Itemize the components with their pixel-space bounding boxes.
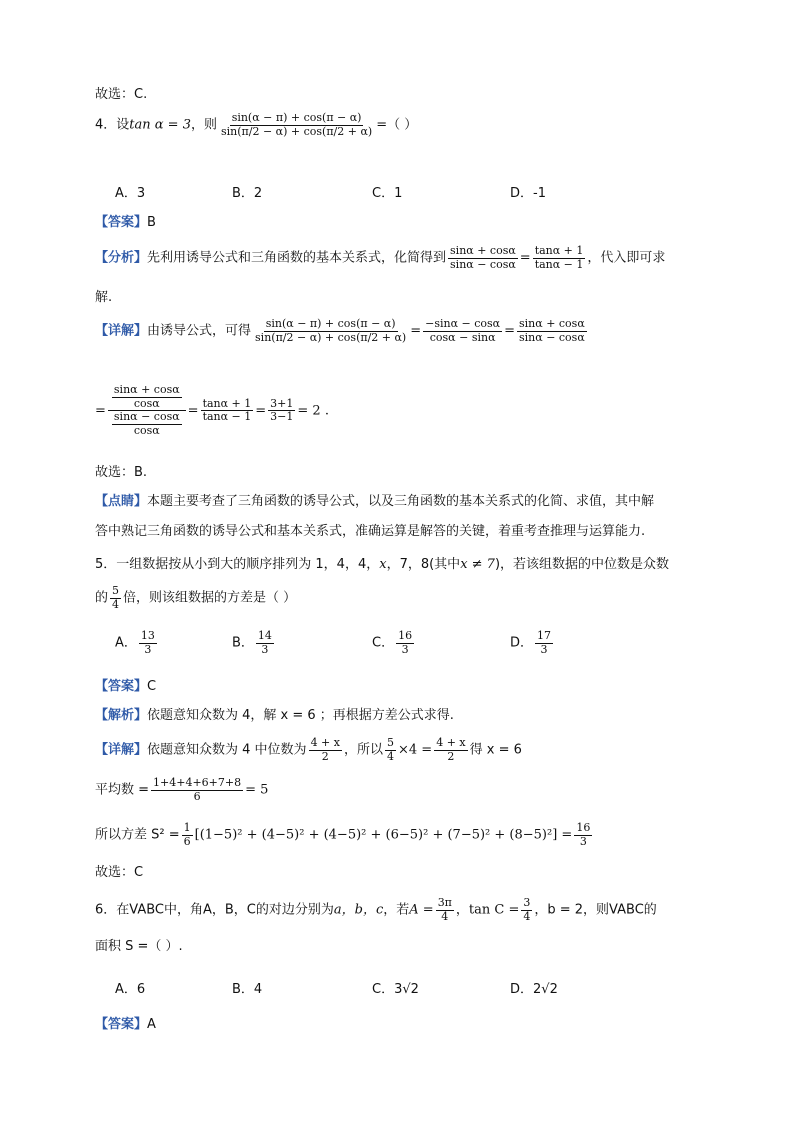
condition: tan α = 3 [129,117,191,133]
answer-line [95,1017,156,1033]
fraction [521,897,532,923]
answer-value: B [147,215,156,230]
expression-fraction [219,112,374,138]
denominator: 3 [261,642,269,656]
detail-tag: 【详解】 [95,323,148,339]
fraction [256,630,274,656]
question-5-line-2 [95,585,296,611]
equals: = [410,323,422,339]
option-label: A． [115,635,137,651]
variables: a，b，c [333,902,384,918]
option-label: B． [232,635,254,651]
numerator: 3π [437,896,452,909]
denominator: 3 [540,642,548,656]
numerator: sinα + cosα [113,383,180,396]
fraction [533,245,586,271]
answer-tag: 【答案】 [95,215,148,230]
fraction [309,737,342,763]
denominator: sin(π/2 − α) + cos(π/2 + α) [255,330,407,344]
numerator: 1 [183,821,191,834]
numerator: 17 [537,629,552,642]
option-b: B．2 [232,186,263,201]
denominator: 4 [387,749,394,763]
explanation-line [95,708,454,724]
question-text: 的 [95,590,109,606]
numerator: 16 [398,629,413,642]
numerator [108,384,186,411]
mean-line [95,777,268,803]
comment-line [95,494,654,510]
numerator: 13 [140,629,155,642]
option-a [115,630,159,656]
numerator: 1+4+4+6+7+8 [153,776,242,789]
denominator: 3 [579,834,587,848]
fraction [448,245,518,271]
fraction [268,398,295,424]
equals: = [504,323,516,339]
fraction [110,585,121,611]
equals: = [95,403,106,419]
fraction [139,630,157,656]
denominator: cosα [133,423,160,437]
question-text: ，b = 2，则VABC的 [534,902,657,918]
answer-line [95,215,156,231]
analysis-text: 先利用诱导公式和三角函数的基本关系式，化简得到 [147,250,447,266]
then-text: ，则 [190,117,217,133]
variance-label: 所以方差 S² = [95,827,180,843]
fraction [423,318,502,344]
option-b: B．4 [232,982,263,997]
denominator: tanα − 1 [202,410,252,424]
equals: = [187,403,199,419]
numerator: sin(α − π) + cos(π − α) [265,317,396,330]
numerator: 3+1 [270,396,294,410]
denominator: 2 [321,749,329,763]
option-label: D． [510,635,534,651]
denominator: sin(π/2 − α) + cos(π/2 + α) [220,124,373,138]
detail-text: 依题意知众数为 4 中位数为 [147,742,307,758]
denominator: cosα − sinα [429,330,496,344]
fraction [151,777,243,803]
comment-tag: 【点睛】 [95,494,148,509]
inner-fraction [112,384,182,410]
question-text: ，若 [383,902,410,918]
numerator: 16 [576,821,591,834]
numerator: 4 + x [310,736,340,749]
denominator: 3 [144,642,152,656]
fraction [434,737,467,763]
detail-text: 得 x = 6 [469,742,522,758]
fraction [574,822,592,848]
answer-line [95,679,156,695]
fraction [396,630,414,656]
analysis-tail: ，代入即可求 [587,250,666,266]
fraction [385,737,396,763]
variance-body: [(1−5)² + (4−5)² + (4−5)² + (6−5)² + (7−5)² + (8−5)²] = [194,827,573,843]
option-c: C．1 [372,186,403,201]
detail-line [95,737,522,763]
blank: =（ ） [376,117,418,133]
question-number: 4．设 [95,117,130,133]
detail-line [95,318,589,344]
numerator: sinα − cosα [113,410,180,424]
condition: x ≠ 7 [460,557,495,572]
numerator: sinα + cosα [450,244,516,257]
numerator: 5 [387,736,394,749]
question-text: 6．在VABC中，角A，B，C的对边分别为 [95,902,334,918]
numerator: sin(α − π) + cos(π − α) [231,111,362,124]
option-c [372,630,416,656]
denominator: tanα − 1 [534,257,584,271]
numerator: 4 + x [436,736,466,749]
question-5 [95,557,669,573]
times: ×4 = [398,742,433,758]
denominator: 3 [401,642,409,656]
expression-fraction [253,318,408,344]
option-d [510,630,555,656]
answer-value: C [147,679,157,694]
comment-text-2: 答中熟记三角函数的诱导公式和基本关系式，准确运算是解答的关键，着重考查推理与运算能力. [95,524,646,539]
denominator: sinα − cosα [450,257,516,271]
numerator: tanα + 1 [202,396,252,410]
denominator: cosα [133,396,160,410]
question-text: ，7，8(其中 [386,557,461,572]
answer-tag: 【答案】 [95,679,148,694]
fraction [436,897,454,923]
numerator: −sinα − cosα [425,317,501,330]
explanation-text: 依题意知众数为 4，解 x = 6 ；再根据方差公式求得. [147,708,454,723]
question-text: )，若该组数据的中位数是众数 [494,557,670,572]
detail-line-2 [95,384,329,438]
numerator: sinα + cosα [519,317,585,330]
fraction [535,630,553,656]
denominator: 6 [183,834,191,848]
option-label: C． [372,635,395,651]
analysis-line [95,245,665,271]
option-a: A．6 [115,982,146,997]
numerator: tanα + 1 [534,244,584,257]
fraction [517,318,587,344]
numerator: 14 [257,629,272,642]
question-6-line-2: 面积 S =（ ）. [95,939,183,954]
inner-fraction [112,411,182,437]
mean-label: 平均数 = [95,782,150,798]
comment-text-1: 本题主要考查了三角函数的诱导公式，以及三角函数的基本关系式的化简、求值，其中解 [147,494,655,509]
question-4 [95,112,417,138]
answer-tag: 【答案】 [95,1017,148,1032]
variance-line [95,822,594,848]
tan-c: ，tan C = [455,902,520,918]
equals: = [255,403,267,419]
numerator: 3 [523,896,531,909]
variable-x: x [379,557,387,572]
denominator: 6 [193,789,201,803]
denominator: 3−1 [270,410,294,424]
fraction [182,822,193,848]
answer-selection: 故选：C [95,865,144,880]
answer-selection: 故选：B. [95,465,148,480]
numerator: 5 [112,584,120,597]
angle-a: A = [409,902,434,918]
compound-fraction [108,384,186,438]
mean-result: = 5 [245,782,269,798]
question-6 [95,897,657,923]
answer-value: A [147,1017,156,1032]
question-text: 倍，则该组数据的方差是（ ） [123,590,297,606]
denominator: 2 [447,749,455,763]
denominator [108,411,186,437]
answer-selection: 故选：C. [95,87,148,102]
question-text: 5．一组数据按从小到大的顺序排列为 1，4，4， [95,557,380,572]
option-b [232,630,276,656]
fraction [201,398,254,424]
explanation-tag: 【解析】 [95,708,148,723]
detail-text: 由诱导公式，可得 [147,323,252,339]
option-c: C．3√2 [372,982,419,997]
detail-text: ，所以 [343,742,383,758]
denominator: 4 [112,597,120,611]
option-d: D．2√2 [510,982,558,997]
analysis-end: 解. [95,290,113,305]
equals: = [519,250,531,266]
option-a: A．3 [115,186,146,201]
detail-tag: 【详解】 [95,742,148,758]
option-d: D．-1 [510,186,546,201]
denominator: sinα − cosα [519,330,585,344]
denominator: 4 [441,909,449,923]
denominator: 4 [523,909,531,923]
result: = 2 . [297,403,329,419]
analysis-tag: 【分析】 [95,250,148,266]
